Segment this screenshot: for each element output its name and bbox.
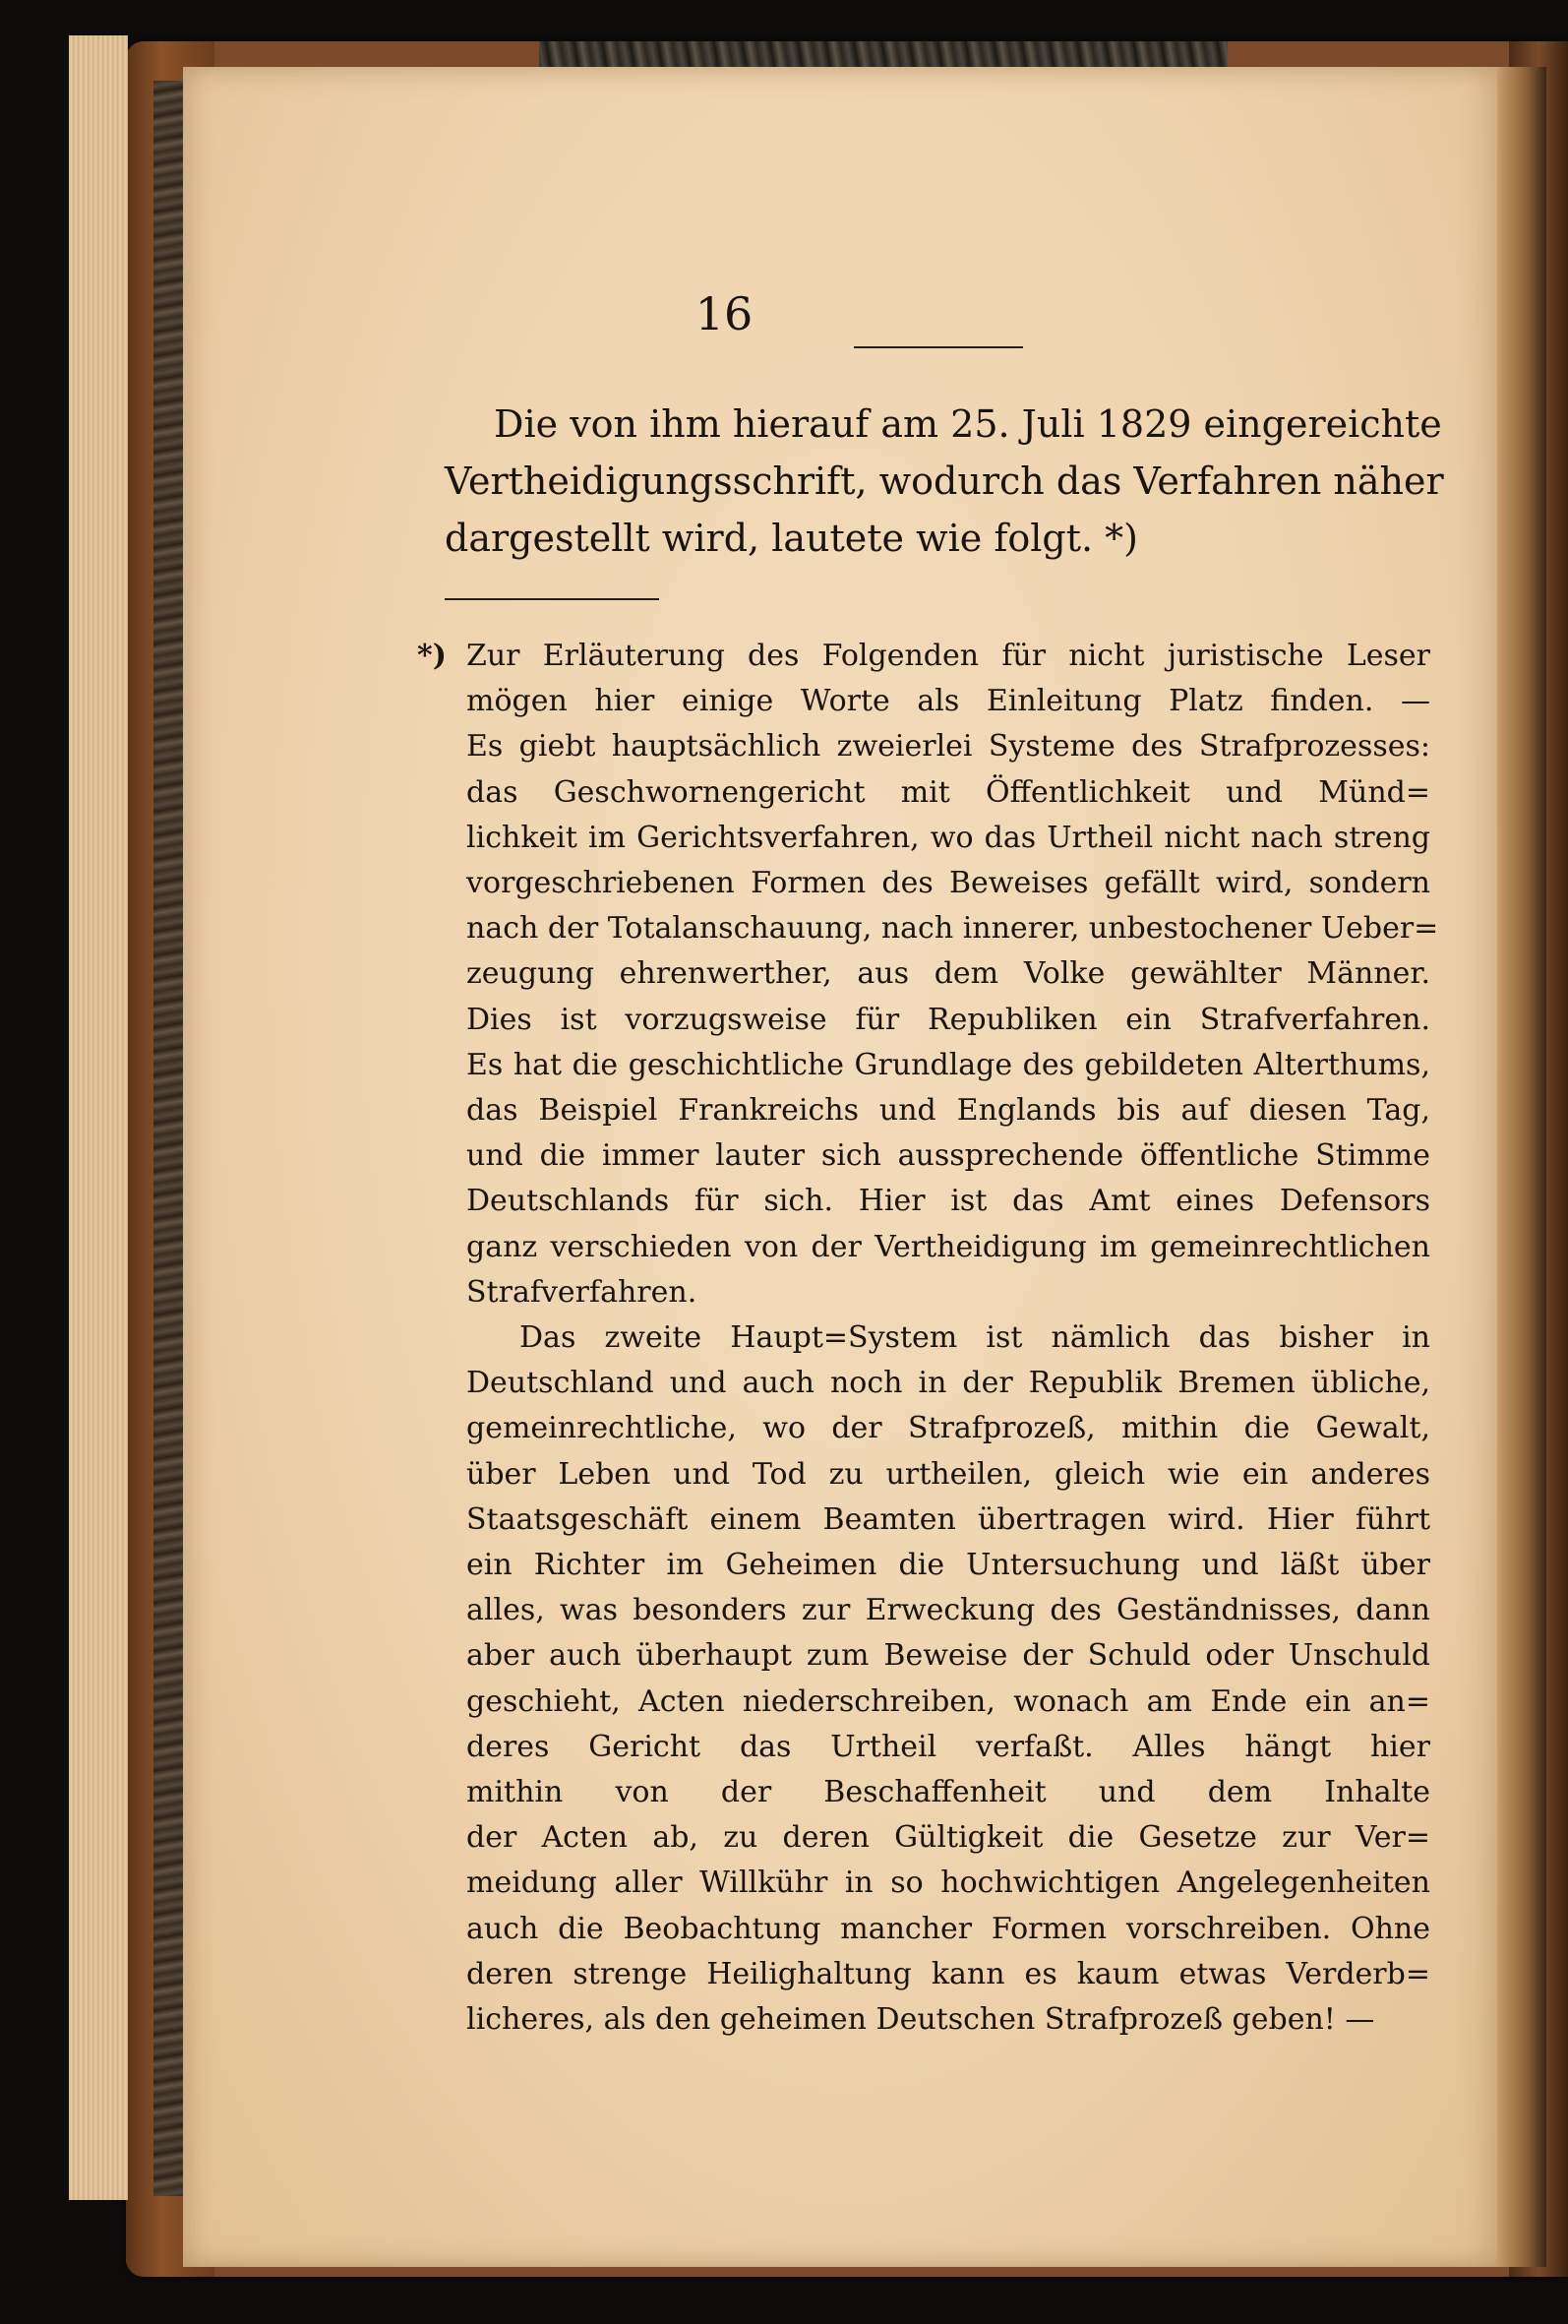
footnote-p2-line: geschieht, Acten niederschreiben, wonach am Ende ein an= bbox=[466, 1683, 1430, 1719]
footnote-line bbox=[417, 634, 1430, 679]
footnote-p2-line: über Leben und Tod zu urtheilen, gleich wie ein anderes bbox=[466, 1456, 1430, 1492]
footnote-p2-line: alles, was besonders zur Erweckung des Geständnisses, dann bbox=[466, 1593, 1430, 1628]
page-number: 16 bbox=[694, 287, 754, 340]
footnote-p2-line-text: Das zweite Haupt=System ist nämlich das bisher in bbox=[519, 1320, 1430, 1356]
footnote-line: ganz verschieden von der Vertheidigung im gemeinrechtlichen bbox=[466, 1229, 1430, 1264]
footnote-line: Strafverfahren. bbox=[466, 1274, 697, 1310]
footnote-line: nach der Totalanschauung, nach innerer, unbestochener Ueber= bbox=[466, 911, 1439, 947]
main-line: Vertheidigungsschrift, wodurch das Verfahren näher bbox=[445, 459, 1444, 503]
footnote-line: Dies ist vorzugsweise für Republiken ein Strafverfahren. bbox=[466, 1002, 1430, 1037]
footnote-line: lichkeit im Gerichtsverfahren, wo das Urtheil nicht nach streng bbox=[466, 820, 1430, 855]
footnote-line: Deutschlands für sich. Hier ist das Amt eines Defensors bbox=[466, 1184, 1430, 1219]
footnote-p2-line: mithin von der Beschaffenheit und dem Inhalte bbox=[466, 1775, 1430, 1810]
footnote-line: das Beispiel Frankreichs und Englands bis auf diesen Tag, bbox=[466, 1093, 1430, 1129]
footnote-line: zeugung ehrenwerther, aus dem Volke gewählter Männer. bbox=[466, 956, 1430, 992]
footnote bbox=[417, 634, 1439, 2043]
footnote-p2-line: der Acten ab, zu deren Gültigkeit die Gesetze zur Ver= bbox=[466, 1820, 1430, 1856]
page-gutter bbox=[1497, 67, 1546, 2267]
footnote-line: das Geschwornengericht mit Öffentlichkeit und Münd= bbox=[466, 774, 1430, 810]
marbled-spine-strip bbox=[153, 81, 187, 2196]
footnote-line-text: Zur Erläuterung des Folgenden für nicht juristische Leser bbox=[466, 639, 1430, 673]
footnote-p2-line: Deutschland und auch noch in der Republik Bremen übliche, bbox=[466, 1366, 1430, 1401]
main-paragraph bbox=[445, 396, 1444, 567]
page-number-rule bbox=[854, 346, 1023, 348]
footnote-line: mögen hier einige Worte als Einleitung Platz finden. — bbox=[466, 684, 1430, 719]
footnote-p2-line bbox=[466, 1315, 1430, 1361]
main-line: Die von ihm hierauf am 25. Juli 1829 eingereichte bbox=[494, 402, 1442, 446]
footnote-line: vorgeschriebenen Formen des Beweises gefällt wird, sondern bbox=[466, 866, 1430, 901]
footnote-line: und die immer lauter sich aussprechende öffentliche Stimme bbox=[466, 1138, 1430, 1174]
footnote-p2-line: deren strenge Heilighaltung kann es kaum etwas Verderb= bbox=[466, 1956, 1430, 1991]
footnote-p2-line: licheres, als den geheimen Deutschen Strafprozeß geben! — bbox=[466, 2002, 1375, 2038]
main-line: dargestellt wird, lautete wie folgt. *) bbox=[445, 517, 1139, 560]
footnote-rule bbox=[445, 598, 659, 600]
footnote-p2-line: deres Gericht das Urtheil verfaßt. Alles hängt hier bbox=[466, 1729, 1430, 1764]
footnote-p2-line: aber auch überhaupt zum Beweise der Schuld oder Unschuld bbox=[466, 1638, 1430, 1674]
footnote-line: Es hat die geschichtliche Grundlage des gebildeten Alterthums, bbox=[466, 1047, 1430, 1082]
page-stack-edges bbox=[69, 35, 128, 2200]
footnote-line: Es giebt hauptsächlich zweierlei Systeme des Strafprozesses: bbox=[466, 729, 1430, 764]
footnote-p2-line: ein Richter im Geheimen die Untersuchung und läßt über bbox=[466, 1548, 1430, 1583]
footnote-p2-line: meidung aller Willkühr in so hochwichtigen Angelegenheiten bbox=[466, 1865, 1430, 1901]
footnote-p2-line: auch die Beobachtung mancher Formen vorschreiben. Ohne bbox=[466, 1911, 1430, 1946]
footnote-marker: *) bbox=[417, 639, 447, 673]
footnote-p2-line: gemeinrechtliche, wo der Strafprozeß, mithin die Gewalt, bbox=[466, 1411, 1430, 1446]
footnote-p2-line: Staatsgeschäft einem Beamten übertragen wird. Hier führt bbox=[466, 1501, 1430, 1537]
